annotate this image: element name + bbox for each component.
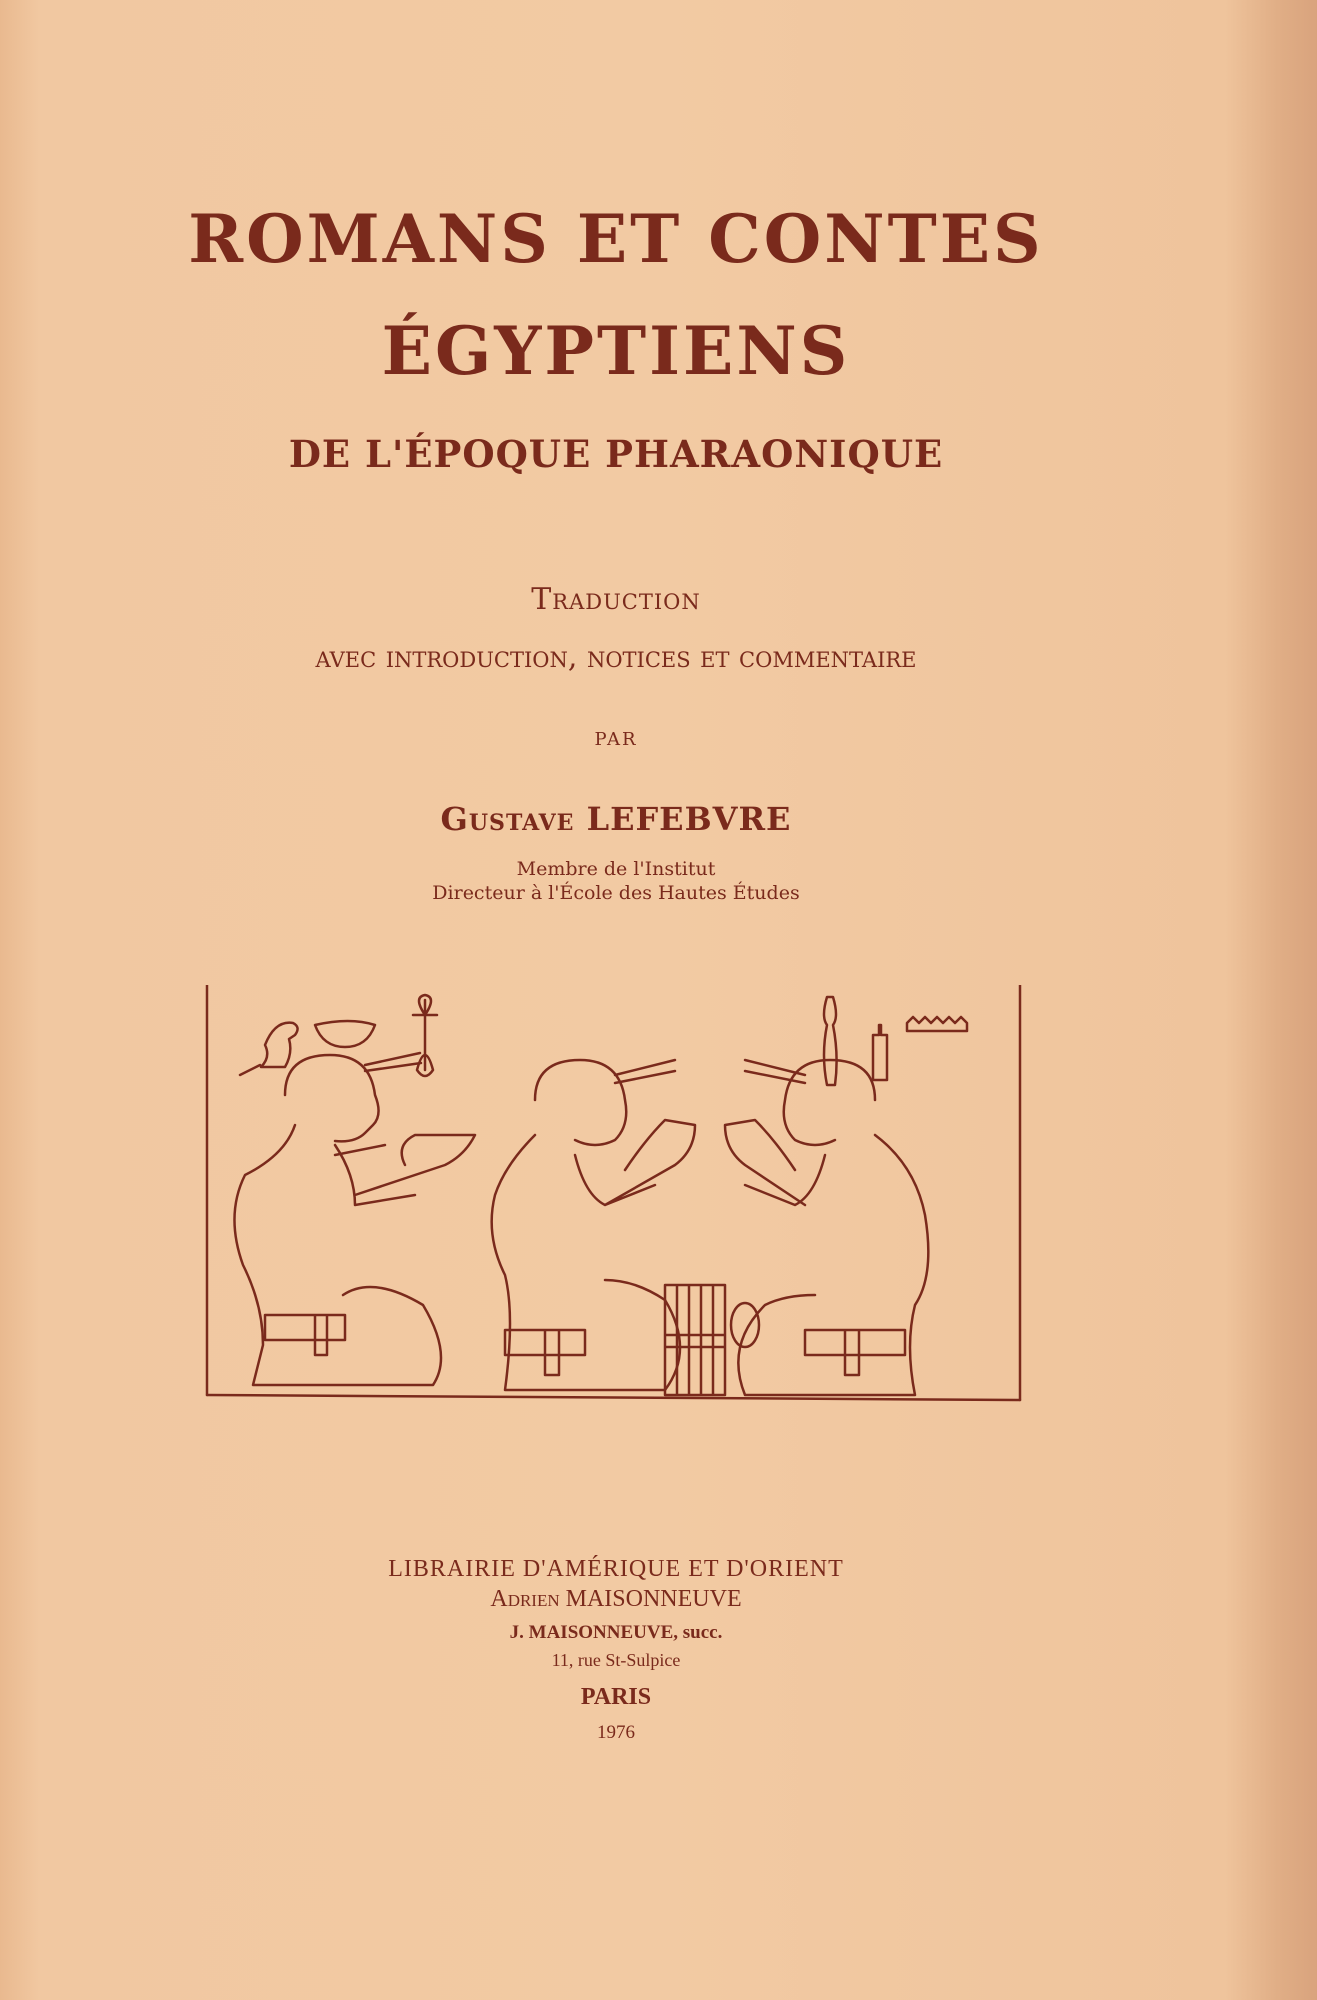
publisher-line-3: J. MAISONNEUVE, succ. xyxy=(509,1622,723,1643)
publisher-line-1: LIBRAIRIE D'AMÉRIQUE ET D'ORIENT xyxy=(388,1556,844,1582)
title-line-1: ROMANS ET CONTES xyxy=(188,200,1044,278)
author-title-1: Membre de l'Institut xyxy=(516,858,716,880)
publication-year: 1976 xyxy=(597,1722,635,1743)
title-line-2: ÉGYPTIENS xyxy=(381,312,851,390)
author-title-2: Directeur à l'École des Hautes Études xyxy=(432,882,800,904)
subtitle: DE L'ÉPOQUE PHARAONIQUE xyxy=(288,432,944,476)
publisher-line-2: Adrien MAISONNEUVE xyxy=(490,1586,742,1612)
author-name: Gustave LEFEBVRE xyxy=(440,800,792,838)
scribe-figure-left xyxy=(234,1053,475,1385)
hieroglyph-water-icon xyxy=(907,1017,967,1031)
publisher-city: PARIS xyxy=(580,1684,652,1710)
publisher-address: 11, rue St-Sulpice xyxy=(551,1650,681,1670)
hieroglyph-staff-icon xyxy=(824,997,837,1085)
hieroglyph-pot-icon xyxy=(873,1025,887,1080)
by-label: par xyxy=(594,722,638,752)
hieroglyph-vulture-icon xyxy=(240,1023,298,1075)
description-line-1: Traduction xyxy=(531,582,701,617)
scribe-figure-right xyxy=(725,1060,928,1395)
scribes-illustration xyxy=(205,985,1025,1405)
description-line-2: avec introduction, notices et commentaire xyxy=(315,640,917,675)
hieroglyph-basket-icon xyxy=(315,1021,375,1047)
